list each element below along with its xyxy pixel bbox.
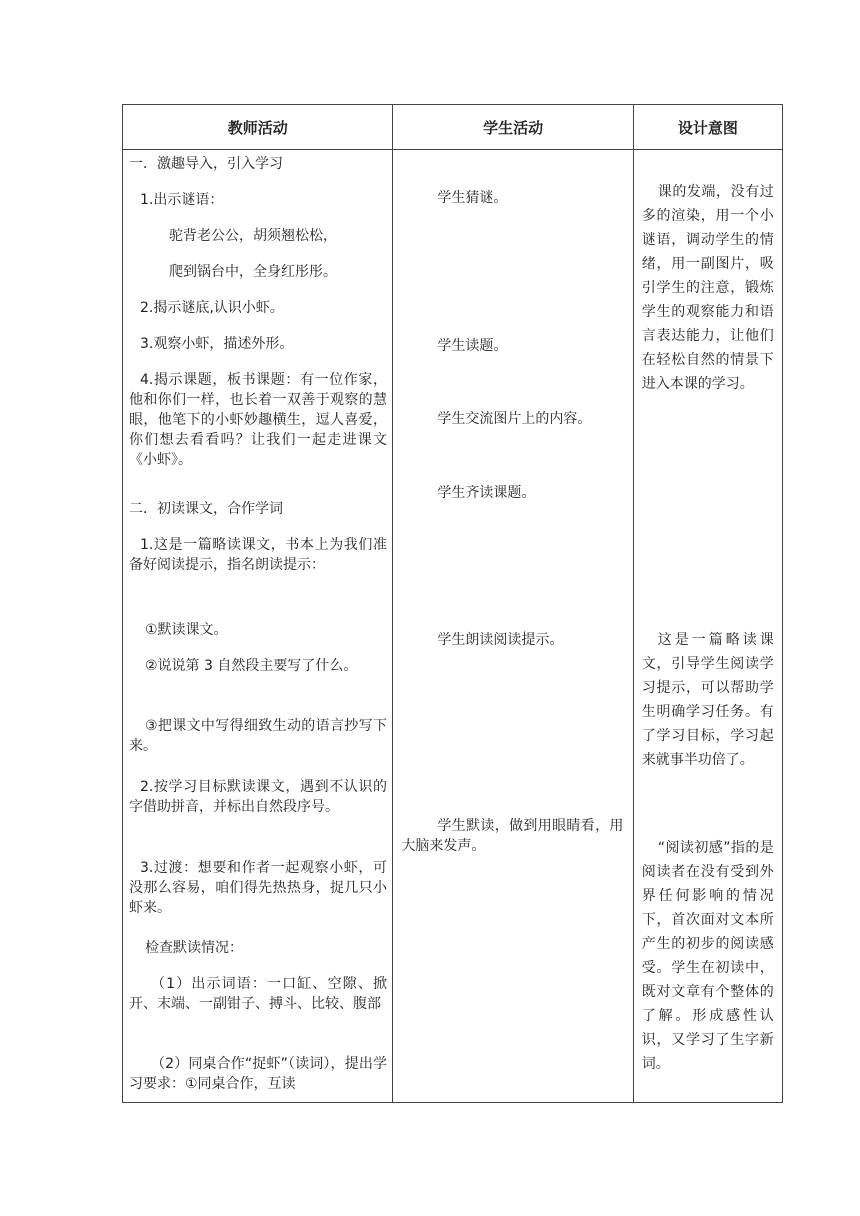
teacher-substep: 检查默读情况：: [145, 940, 243, 956]
teacher-step: 2.按学习目标默读课文，遇到不认识的字借助拼音，并标出自然段序号。: [129, 779, 387, 815]
table-header-row: [123, 105, 783, 150]
teacher-step: 1.这是一篇略读课文，书本上为我们准备好阅读提示，指名朗读提示：: [129, 537, 387, 573]
header-design-intent: 设计意图: [633, 105, 782, 150]
riddle-line: 爬到锅台中，全身红彤彤。: [169, 264, 337, 280]
teacher-activity-cell: [123, 150, 393, 1103]
design-intent-text: 课的发端，没有过多的渲染，用一个小谜语，调动学生的情绪，用一副图片，吸引学生的注意，锻炼学生的观察能力和语言表达能力，让他们在轻松自然的情景下进入本课的学习。: [641, 184, 774, 392]
section-heading: 二．初读课文，合作学词: [129, 501, 283, 517]
teacher-substep: （1）出示词语：一口缸、空隙、掀开、末端、一副钳子、搏斗、比较、腹部: [129, 976, 387, 1012]
student-activity: 学生默读，做到用眼睛看，用大脑来发声。: [401, 818, 624, 854]
student-activity: 学生读题。: [437, 338, 508, 354]
teacher-step: 2.揭示谜底,认识小虾。: [140, 300, 284, 316]
riddle-line: 驼背老公公，胡须翘松松，: [169, 228, 337, 244]
student-activity: 学生朗读阅读提示。: [437, 632, 564, 648]
teacher-step: 1.出示谜语：: [140, 192, 224, 208]
table-row: [123, 150, 783, 1103]
teacher-substep: （2）同桌合作“捉虾”（读词），提出学习要求：①同桌合作，互读: [129, 1056, 387, 1092]
teacher-substep: ③把课文中写得细致生动的语言抄写下来。: [129, 718, 387, 754]
design-intent-text: 这是一篇略读课文，引导学生阅读学习提示，可以帮助学生明确学习任务。有了学习目标，学习起来就事半功倍了。: [641, 632, 774, 768]
teacher-substep: ②说说第 3 自然段主要写了什么。: [145, 658, 358, 674]
section-heading: 一．激趣导入，引入学习: [129, 156, 283, 172]
design-intent-cell: [633, 150, 782, 1103]
header-student-activity: 学生活动: [393, 105, 633, 150]
header-teacher-activity: 教师活动: [123, 105, 393, 150]
teacher-step: 4.揭示课题，板书课题：有一位作家，他和你们一样，也长着一双善于观察的慧眼，他笔下的小虾妙趣横生，逗人喜爱，你们想去看看吗？让我们一起走进课文《小虾》。: [129, 372, 387, 468]
lesson-plan-table: [122, 104, 783, 1103]
teacher-step: 3.观察小虾，描述外形。: [140, 336, 294, 352]
teacher-substep: ①默读课文。: [145, 622, 228, 638]
student-activity: 学生交流图片上的内容。: [437, 411, 592, 427]
student-activity-cell: [393, 150, 633, 1103]
teacher-step: 3.过渡：想要和作者一起观察小虾，可没那么容易，咱们得先热热身，捉几只小虾来。: [129, 860, 387, 916]
student-activity: 学生齐读课题。: [437, 485, 536, 501]
student-activity: 学生猜谜。: [437, 190, 508, 206]
design-intent-text: “阅读初感”指的是阅读者在没有受到外界任何影响的情况下，首次面对文本所产生的初步的阅读感受。学生在初读中，既对文章有个整体的了解。形成感性认识，又学习了生字新词。: [641, 840, 774, 1072]
